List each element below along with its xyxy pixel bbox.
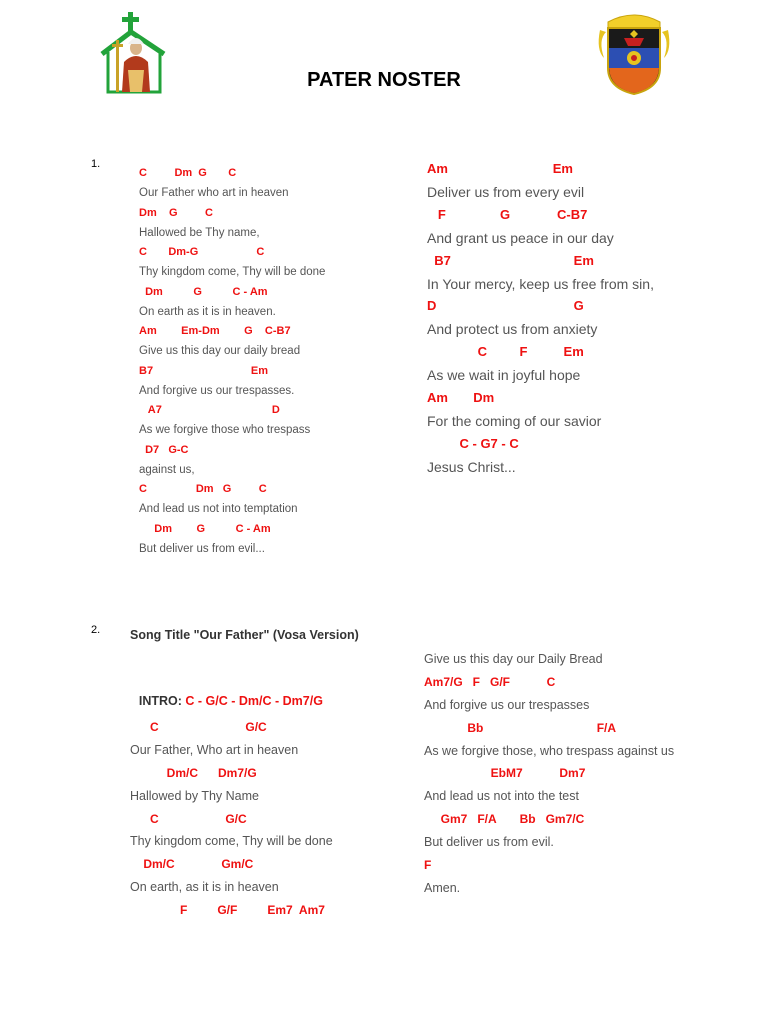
lyric-line: In Your mercy, keep us free from sin, [427,276,654,292]
lyric-line: As we forgive those, who trespass against us [424,744,675,758]
chord-line: F [424,858,432,872]
lyric-line: Deliver us from every evil [427,184,585,200]
chord-line: Am Dm [427,390,495,405]
lyric-line: On earth, as it is in heaven [130,880,279,894]
lyric-line: Thy kingdom come, Thy will be done [130,834,333,848]
chord-line: C Dm-G C [139,246,265,258]
chord-line: C G/C [130,812,247,826]
intro-line [130,674,323,710]
lyric-line: Give us this day our Daily Bread [424,652,603,666]
chord-line: F G/F Em7 Am7 [130,903,325,917]
chord-line: Dm/C Gm/C [130,857,254,871]
song-title: Song Title "Our Father" (Vosa Version) [130,628,359,642]
lyric-line: But deliver us from evil. [424,835,554,849]
chord-line: Bb F/A [424,721,617,735]
lyric-line: And protect us from anxiety [427,321,598,337]
chord-line: Dm G C - Am [139,286,268,298]
lyric-line: And grant us peace in our day [427,230,614,246]
lyric-line: Hallowed be Thy name, [139,227,260,239]
chord-line: C Dm G C [139,483,267,495]
lyric-line: On earth as it is in heaven. [139,306,276,318]
lyric-line: And lead us not into the test [424,789,579,803]
chord-line: F G C-B7 [427,207,588,222]
chord-line: C G/C [130,720,267,734]
lyric-line: As we wait in joyful hope [427,367,581,383]
chord-line: Dm G C - Am [139,523,271,535]
chord-line: Am Em [427,161,573,176]
chord-line: B7 Em [427,253,594,268]
chord-line: Dm G C [139,207,213,219]
section-number: 2. [91,624,101,636]
section-number: 1. [91,158,101,170]
chord-line: B7 Em [139,365,268,377]
chord-line: C F Em [427,344,584,359]
chord-line: Am7/G F G/F C [424,675,556,689]
lyric-line: Jesus Christ... [427,459,516,475]
page-title: PATER NOSTER [307,69,461,91]
lyric-line: Our Father who art in heaven [139,187,289,199]
lyric-line: Hallowed by Thy Name [130,789,259,803]
chord-line: C Dm G C [139,167,237,179]
lyric-line: And forgive us our trespasses. [139,385,295,397]
lyric-line: Thy kingdom come, Thy will be done [139,266,326,278]
chord-line: D7 G-C [139,444,189,456]
lyric-line: And lead us not into temptation [139,503,298,515]
chord-line: Am Em-Dm G C-B7 [139,325,291,337]
lyric-line: Our Father, Who art in heaven [130,743,299,757]
intro-chords: C - G/C - Dm/C - Dm7/G [185,694,323,708]
lyric-line: As we forgive those who trespass [139,424,311,436]
lyric-line: For the coming of our savior [427,413,602,429]
chord-line: D G [427,298,584,313]
intro-label: INTRO: [138,694,186,708]
lyric-line: But deliver us from evil... [139,543,265,555]
chord-line: A7 D [139,404,280,416]
chord-line: Dm/C Dm7/G [130,766,257,780]
chord-line: C - G7 - C [427,436,519,451]
lyric-line: And forgive us our trespasses [424,698,590,712]
lyric-line: Amen. [424,881,461,895]
chord-line: Gm7 F/A Bb Gm7/C [424,812,585,826]
chord-line: EbM7 Dm7 [424,766,586,780]
lyric-line: against us, [139,464,195,476]
lyric-line: Give us this day our daily bread [139,345,301,357]
